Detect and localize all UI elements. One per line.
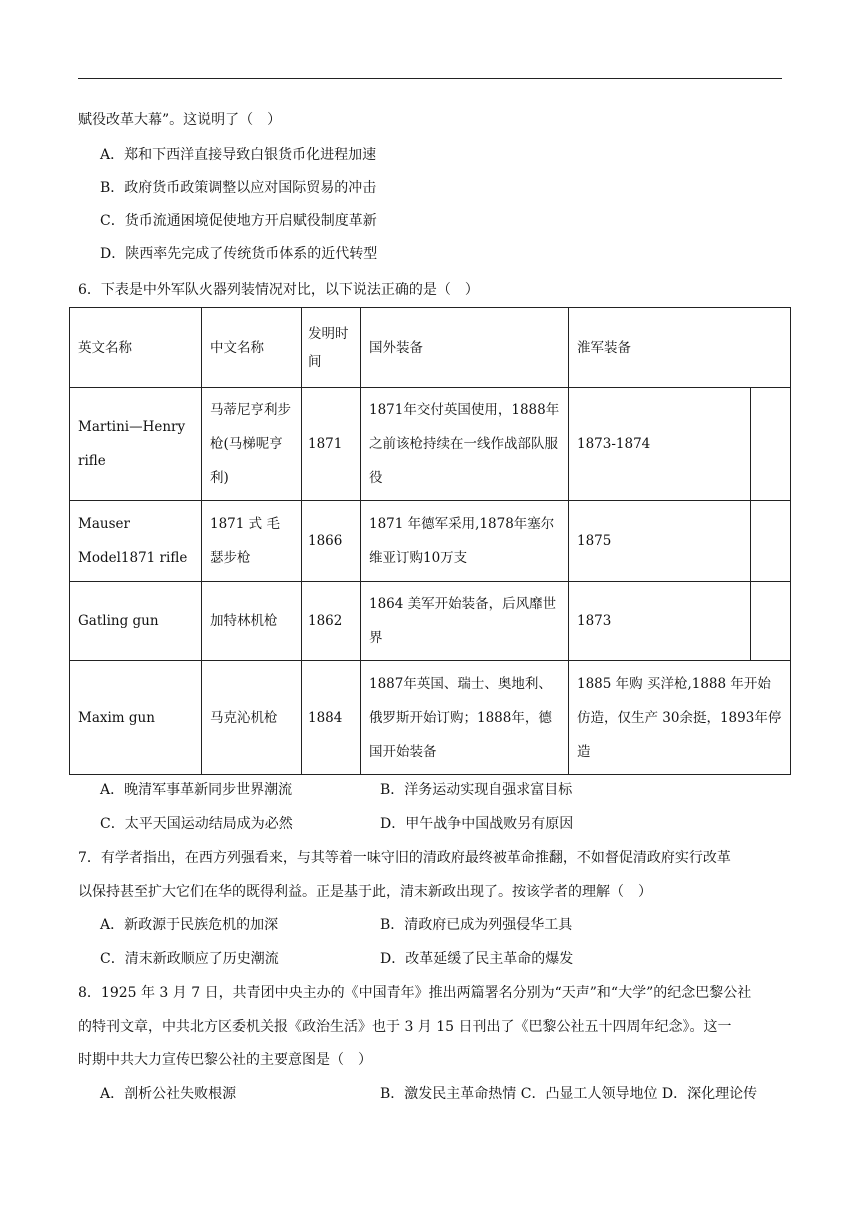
q6-option-a: A．晚清军事革新同步世界潮流	[100, 782, 293, 798]
q8-option-a: A．剖析公社失败根源	[100, 1086, 237, 1102]
table-row	[70, 582, 791, 661]
firearms-table	[69, 307, 791, 775]
q8-stem-line-2: 的特刊文章，中共北方区委机关报《政治生活》也于 3 月 15 日刊出了《巴黎公社五十四周年纪念》。这一	[78, 1019, 732, 1035]
q7-option-d: D．改革延缓了民主革命的爆发	[380, 951, 574, 967]
q8-stem-line-1: 8．1925 年 3 月 7 日，共青团中央主办的《中国青年》推出两篇署名分别为“天声”和“大学”的纪念巴黎公社	[78, 985, 752, 1001]
cell-chinese-name: 马蒂尼亨利步枪(马梯呢亨利)	[202, 388, 302, 501]
q8-stem-line-3: 时期中共大力宣传巴黎公社的主要意图是（ ）	[78, 1052, 372, 1068]
cell-english-name: Martini—Henry rifle	[70, 388, 202, 501]
header-foreign-equipment: 国外装备	[361, 308, 569, 388]
table-row	[70, 661, 791, 775]
q6-option-c: C．太平天国运动结局成为必然	[100, 816, 293, 832]
cell-invention-year: 1871	[302, 388, 361, 501]
cell-chinese-name: 马克沁机枪	[202, 661, 302, 775]
cell-invention-year: 1884	[302, 661, 361, 775]
header-chinese-name: 中文名称	[202, 308, 302, 388]
q6-option-b: B．洋务运动实现自强求富目标	[380, 782, 573, 798]
q7-option-a: A．新政源于民族危机的加深	[100, 917, 279, 933]
table-header-row	[70, 308, 791, 388]
cell-foreign-equipment: 1871年交付英国使用，1888年之前该枪持续在一线作战部队服役	[361, 388, 569, 501]
cell-invention-year: 1862	[302, 582, 361, 661]
q7-option-b: B．清政府已成为列强侵华工具	[380, 917, 573, 933]
cell-blank	[751, 388, 791, 501]
cell-english-name: Maxim gun	[70, 661, 202, 775]
q6-stem: 6．下表是中外军队火器列装情况对比，以下说法正确的是（ ）	[78, 282, 479, 298]
table-row	[70, 501, 791, 582]
q6-option-d: D．甲午战争中国战败另有原因	[380, 816, 574, 832]
q7-stem-line-1: 7．有学者指出，在西方列强看来，与其等着一味守旧的清政府最终被革命推翻，不如督促清政府实行改革	[78, 850, 731, 866]
cell-english-name: Gatling gun	[70, 582, 202, 661]
header-invention-time: 发明时间	[302, 308, 361, 388]
cell-foreign-equipment: 1864 美军开始装备，后风靡世界	[361, 582, 569, 661]
q5-option-c: C．货币流通困境促使地方开启赋役制度革新	[100, 213, 377, 229]
q7-stem-line-2: 以保持甚至扩大它们在华的既得利益。正是基于此，清末新政出现了。按该学者的理解（ ）	[78, 884, 652, 900]
cell-foreign-equipment: 1871 年德军采用,1878年塞尔维亚订购10万支	[361, 501, 569, 582]
cell-blank	[751, 501, 791, 582]
q5-option-b: B．政府货币政策调整以应对国际贸易的冲击	[100, 180, 377, 196]
cell-huai-equipment: 1885 年购 买洋枪,1888 年开始仿造，仅生产 30余挺，1893年停造	[569, 661, 791, 775]
cell-blank	[751, 582, 791, 661]
cell-huai-equipment: 1875	[569, 501, 751, 582]
header-rule	[78, 78, 782, 79]
cell-foreign-equipment: 1887年英国、瑞士、奥地利、俄罗斯开始订购；1888年，德国开始装备	[361, 661, 569, 775]
cell-chinese-name: 加特林机枪	[202, 582, 302, 661]
cell-huai-equipment: 1873	[569, 582, 751, 661]
q5-option-a: A．郑和下西洋直接导致白银货币化进程加速	[100, 147, 377, 163]
q8-options-b-c-d: B．激发民主革命热情 C．凸显工人领导地位 D．深化理论传	[380, 1086, 758, 1102]
cell-chinese-name: 1871 式 毛瑟步枪	[202, 501, 302, 582]
cell-invention-year: 1866	[302, 501, 361, 582]
header-english-name: 英文名称	[70, 308, 202, 388]
table-row	[70, 388, 791, 501]
header-huai-equipment: 淮军装备	[569, 308, 791, 388]
q7-option-c: C．清末新政顺应了历史潮流	[100, 951, 279, 967]
q5-option-d: D．陕西率先完成了传统货币体系的近代转型	[100, 246, 378, 262]
cell-english-name: Mauser Model1871 rifle	[70, 501, 202, 582]
cell-huai-equipment: 1873-1874	[569, 388, 751, 501]
q5-stem-continuation: 赋役改革大幕”。这说明了（ ）	[78, 112, 282, 128]
